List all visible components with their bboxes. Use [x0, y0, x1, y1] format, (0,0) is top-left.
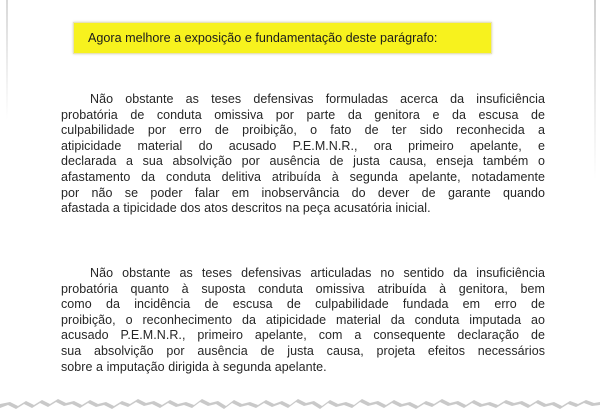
page-edge-shadow-left	[6, 0, 8, 120]
paragraph-line: probatória quanto à suposta conduta omissiva atribuída à genitora, bem	[61, 281, 545, 296]
paragraph-line: culpabilidade por erro de proibição, o fato de ter sido reconhecida a	[61, 123, 545, 138]
original-paragraph	[61, 92, 545, 217]
highlighted-prompt-box	[73, 22, 492, 54]
paragraph-line: Não obstante as teses defensivas formuladas acerca da insuficiência	[90, 92, 545, 106]
prompt-text: Agora melhore a exposição e fundamentação deste parágrafo:	[88, 31, 438, 45]
paragraph-line: afastamento da conduta delitiva atribuída à segunda apelante, notadamente	[61, 169, 545, 184]
paragraph-line: probatória de conduta omissiva por parte da genitora e da escusa de	[61, 107, 545, 122]
paragraph-line: como da incidência de escusa de culpabilidade fundada em erro de	[61, 297, 545, 312]
paragraph-line: afastada a tipicidade dos atos descritos na peça acusatória inicial.	[61, 201, 431, 216]
paragraph-line: sua absolvição por ausência de justa causa, projeta efeitos necessários	[61, 343, 545, 358]
improved-paragraph	[61, 266, 545, 375]
page-edge-shadow-right	[594, 0, 596, 180]
paragraph-line: proibição, o reconhecimento da atipicidade material da conduta imputada ao	[61, 312, 545, 327]
paragraph-line: sobre a imputação dirigida à segunda apelante.	[61, 359, 327, 374]
paragraph-line: acusado P.E.M.N.R., primeiro apelante, com a consequente declaração de	[61, 328, 545, 343]
paragraph-line: por não se poder falar em inobservância do dever de garante quando	[61, 185, 545, 200]
paragraph-line: Não obstante as teses defensivas articuladas no sentido da insuficiência	[90, 266, 545, 280]
torn-paper-edge	[0, 390, 600, 420]
paragraph-line: declarada a sua absolvição por ausência de justa causa, enseja também o	[61, 154, 545, 169]
paragraph-line: atipicidade material do acusado P.E.M.N.R., ora primeiro apelante, e	[61, 138, 545, 153]
